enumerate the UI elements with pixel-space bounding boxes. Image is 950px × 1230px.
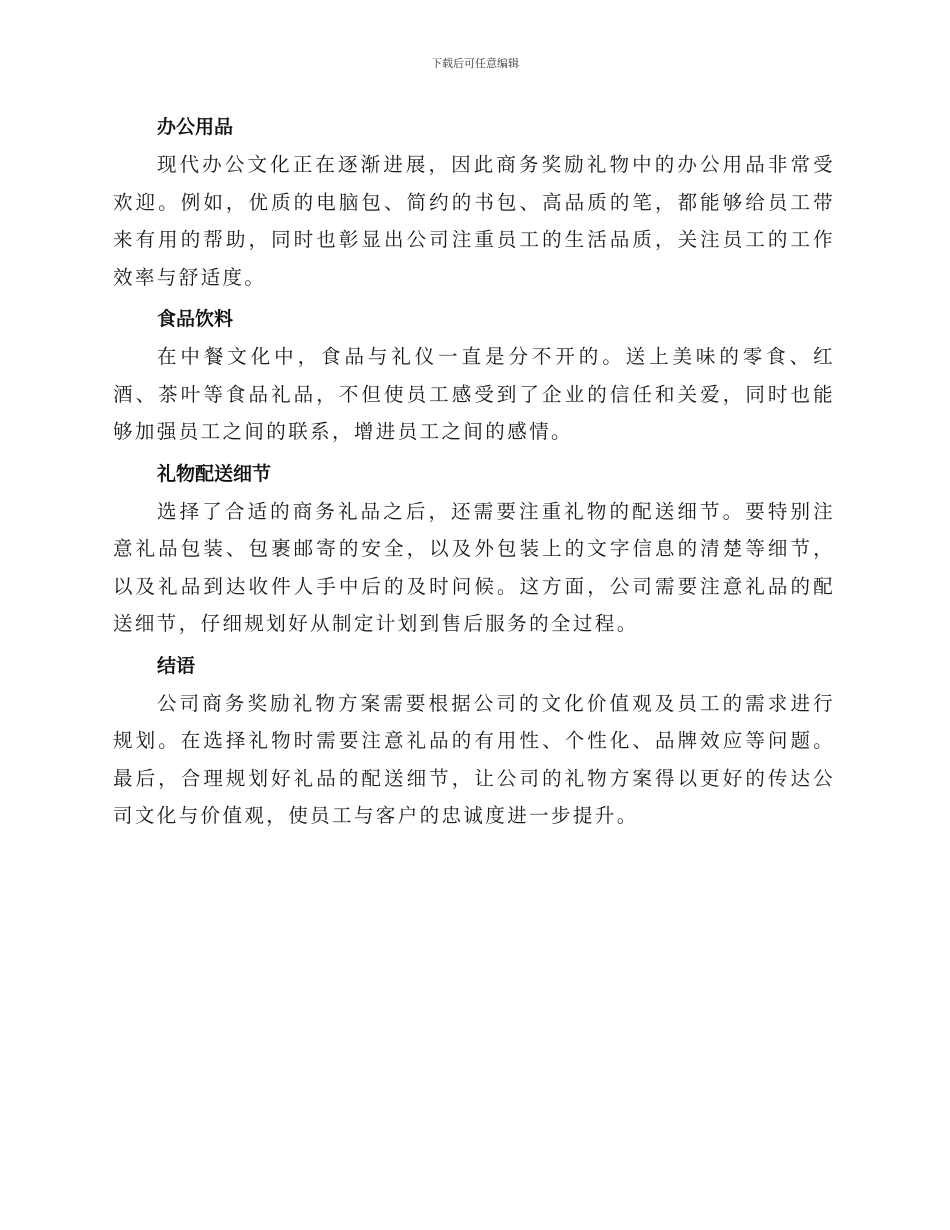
section-paragraph: 选择了合适的商务礼品之后，还需要注重礼物的配送细节。要特别注意礼品包装、包裹邮寄的安全，以及外包装上的文字信息的清楚等细节，以及礼品到达收件人手中后的及时问候。这方面，公司需要注意礼品的配送细节，仔细规划好从制定计划到售后服务的全过程。 bbox=[113, 499, 835, 635]
section-heading: 办公用品 bbox=[157, 116, 234, 138]
section-office-supplies bbox=[113, 108, 835, 296]
section-conclusion bbox=[113, 647, 835, 835]
section-paragraph: 公司商务奖励礼物方案需要根据公司的文化价值观及员工的需求进行规划。在选择礼物时需要注意礼品的有用性、个性化、品牌效应等问题。最后，合理规划好礼品的配送细节，让公司的礼物方案得以更好的传达公司文化与价值观，使员工与客户的忠诚度进一步提升。 bbox=[113, 691, 835, 827]
section-heading: 食品饮料 bbox=[157, 308, 234, 330]
section-food-drinks bbox=[113, 300, 835, 451]
section-paragraph: 在中餐文化中，食品与礼仪一直是分不开的。送上美味的零食、红酒、茶叶等食品礼品，不但使员工感受到了企业的信任和关爱，同时也能够加强员工之间的联系，增进员工之间的感情。 bbox=[113, 345, 835, 443]
section-delivery-details bbox=[113, 455, 835, 643]
section-heading: 礼物配送细节 bbox=[157, 462, 272, 485]
page-header: 下载后可任意编辑 bbox=[431, 57, 519, 70]
section-heading: 结语 bbox=[157, 654, 196, 677]
document-body bbox=[113, 108, 835, 839]
section-paragraph: 现代办公文化正在逐渐进展，因此商务奖励礼物中的办公用品非常受欢迎。例如，优质的电脑包、简约的书包、高品质的笔，都能够给员工带来有用的帮助，同时也彰显出公司注重员工的生活品质，关注员工的工作效率与舒适度。 bbox=[113, 153, 835, 289]
